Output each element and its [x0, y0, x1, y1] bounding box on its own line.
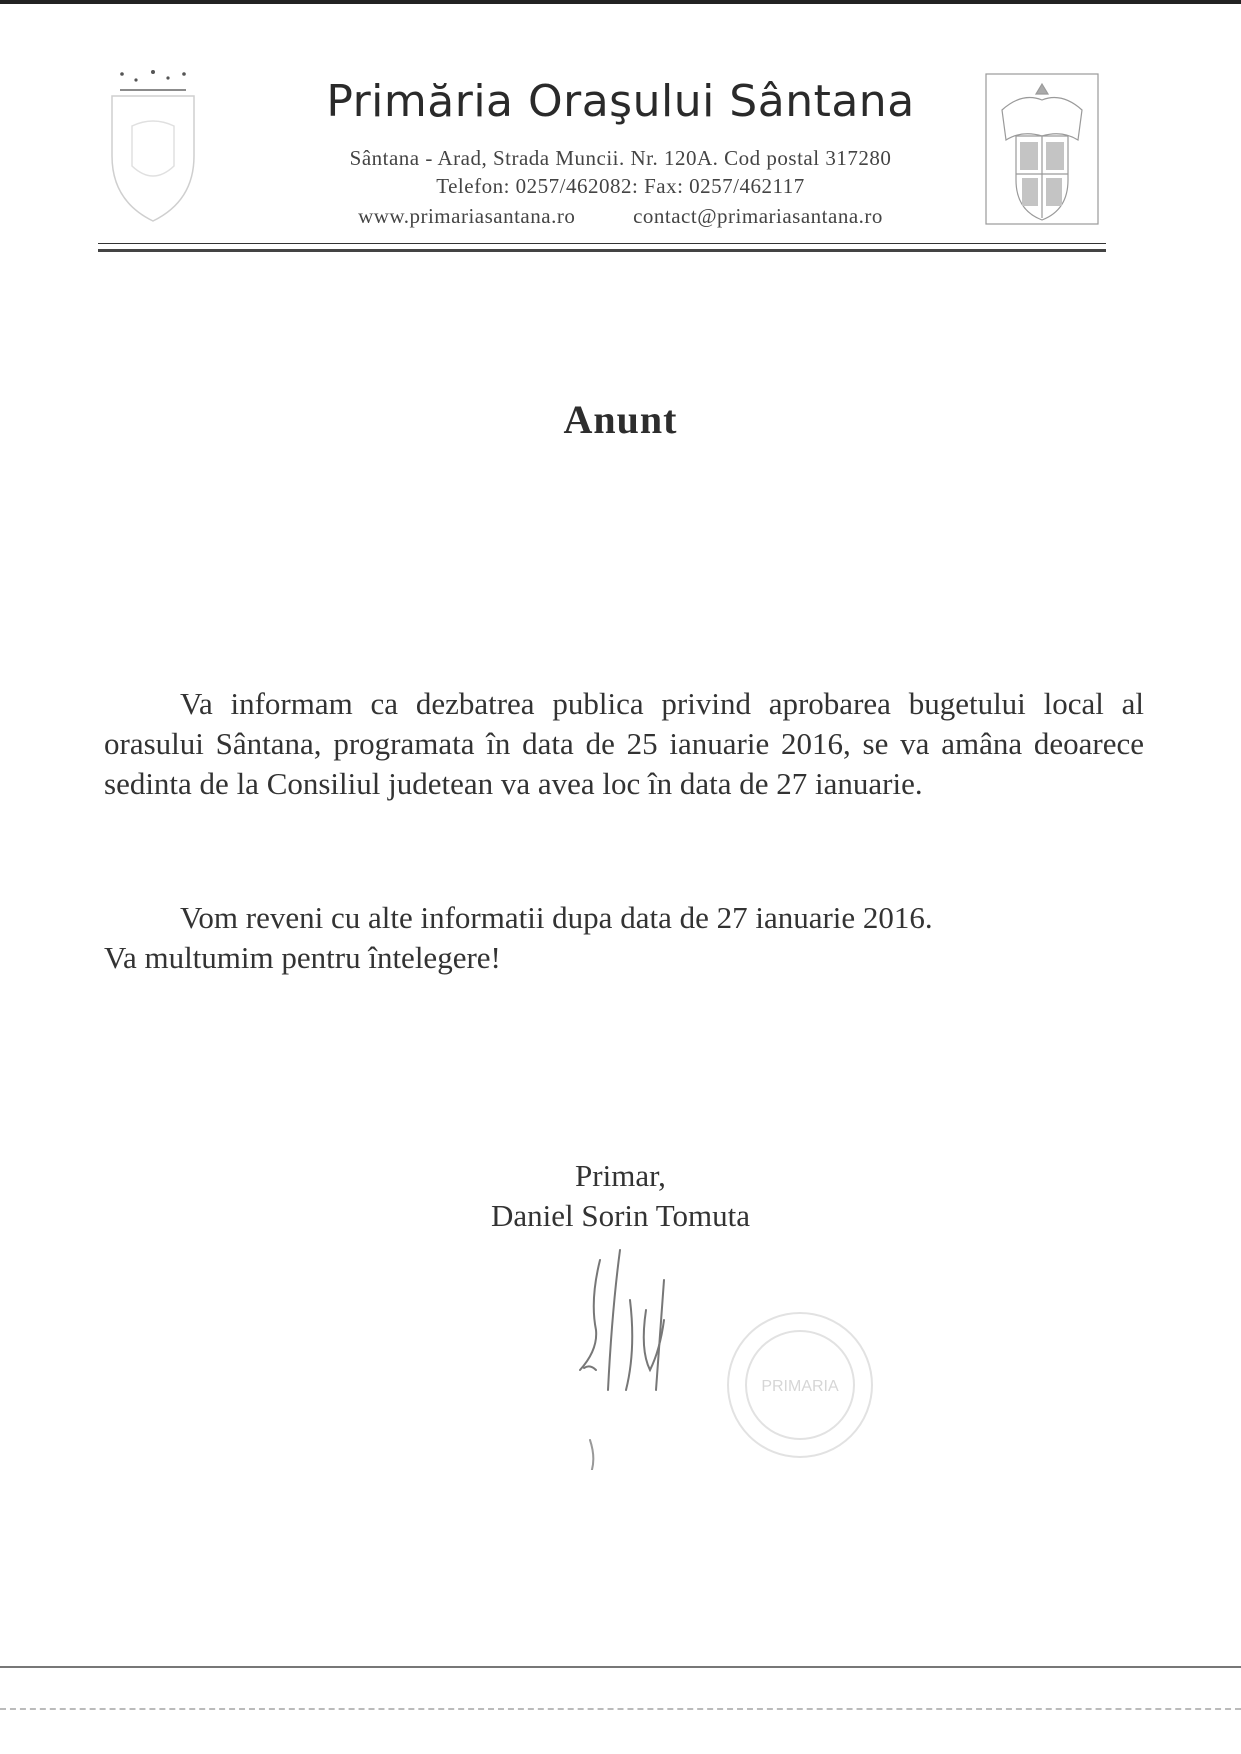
postal-address: Sântana - Arad, Strada Muncii. Nr. 120A. Cod postal 317280: [349, 146, 892, 170]
website-link[interactable]: www.primariasantana.ro: [358, 204, 576, 228]
announcement-paragraph: Va informam ca dezbatrea publica privind aprobarea bugetului local al orasului Sântana, programata în data de 25 ianuarie 2016, se va amâna deoarece sedinta de la Consiliul judetean va avea loc în data de 27 ianuarie.: [104, 686, 1144, 801]
signatory-role: Primar,: [575, 1158, 666, 1193]
scan-top-edge: [0, 0, 1241, 4]
stamp-text: PRIMARIA: [761, 1378, 839, 1395]
closing-paragraph: Vom reveni cu alte informatii dupa data de 27 ianuarie 2016. Va multumim pentru întelegere!: [104, 900, 933, 975]
scan-bottom-rule: [0, 1666, 1241, 1668]
email-link[interactable]: contact@primariasantana.ro: [633, 204, 883, 228]
romania-coat-of-arms-icon: [982, 70, 1102, 230]
institution-name: Primăria Oraşului Sântana: [326, 76, 915, 127]
official-stamp-icon: [720, 1305, 880, 1465]
document-title: Anunt: [563, 397, 678, 442]
header-rule-thick: [98, 249, 1106, 252]
phone-fax: Telefon: 0257/462082: Fax: 0257/462117: [436, 174, 805, 198]
header-rule-thin: [98, 243, 1106, 244]
scan-bottom-dash: [0, 1708, 1241, 1711]
signatory-name: Daniel Sorin Tomuta: [490, 1198, 750, 1233]
